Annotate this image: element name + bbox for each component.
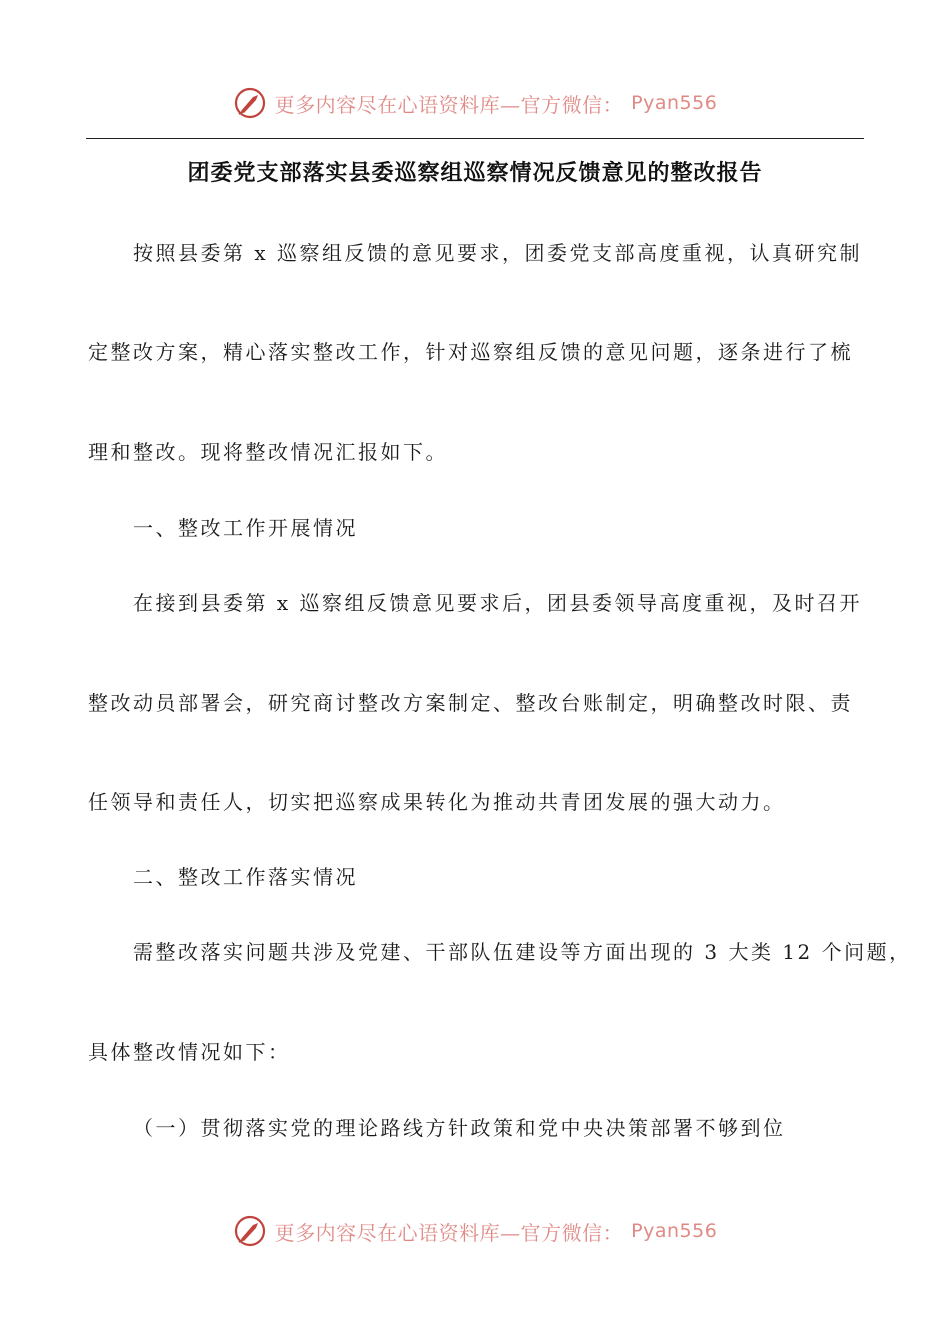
pen-nib-logo-icon [233,1214,267,1248]
watermark-text: 更多内容尽在心语资料库—官方微信： [274,92,624,117]
section-heading: 二、整改工作落实情况 [133,865,358,889]
pen-nib-logo-icon [233,86,267,120]
section-heading: 一、整改工作开展情况 [133,516,358,540]
paragraph-line: 任领导和责任人，切实把巡察成果转化为推动共青团发展的强大动力。 [88,790,786,814]
document-title: 团委党支部落实县委巡察组巡察情况反馈意见的整改报告 [187,161,763,186]
paragraph-line: 需整改落实问题共涉及党建、干部队伍建设等方面出现的 3 大类 12 个问题， [133,940,912,964]
footer-watermark [0,1214,950,1248]
subsection-heading: （一）贯彻落实党的理论路线方针政策和党中央决策部署不够到位 [133,1116,786,1140]
paragraph-line: 整改动员部署会，研究商讨整改方案制定、整改台账制定，明确整改时限、责 [88,691,853,715]
paragraph-line: 理和整改。现将整改情况汇报如下。 [88,440,448,464]
watermark-handle: Pyan556 [631,1220,718,1242]
watermark-handle: Pyan556 [631,92,718,114]
paragraph-line: 具体整改情况如下： [88,1040,291,1064]
paragraph-line: 在接到县委第 x 巡察组反馈意见要求后，团县委领导高度重视，及时召开 [133,591,862,615]
paragraph-line: 按照县委第 x 巡察组反馈的意见要求，团委党支部高度重视，认真研究制 [133,241,862,265]
watermark-text: 更多内容尽在心语资料库—官方微信： [274,1220,624,1245]
paragraph-line: 定整改方案，精心落实整改工作，针对巡察组反馈的意见问题，逐条进行了梳 [88,340,853,364]
header-divider [86,138,864,139]
header-watermark [0,86,950,120]
